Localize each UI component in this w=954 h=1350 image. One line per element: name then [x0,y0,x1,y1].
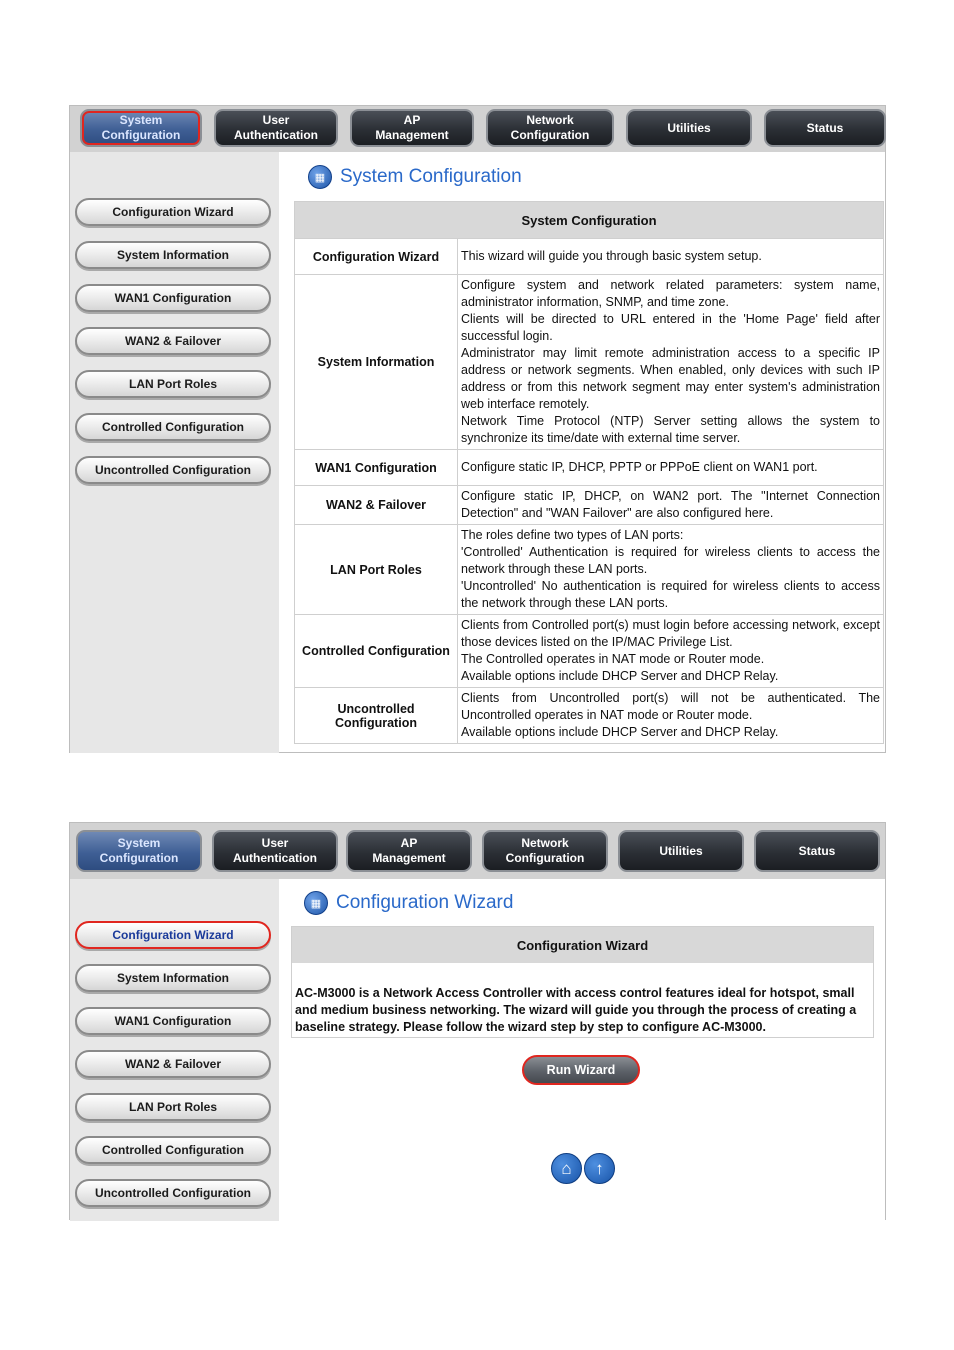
table-row [295,688,884,744]
row-key[interactable]: WAN1 Configuration [295,450,458,486]
table-row [295,525,884,615]
sidebar-item-configuration-wizard[interactable]: Configuration Wizard [75,198,271,226]
table-row [295,275,884,450]
system-configuration-table [294,201,884,744]
tab-label: Utilities [667,120,711,135]
row-description: The roles define two types of LAN ports: 'Controlled' Authentication is required for wireless clients to access the network through these LAN ports. 'Uncontrolled' No authentication is required for wireless clients to access the network through these LAN ports. [458,525,884,615]
tab-ap-management[interactable] [350,109,474,147]
tab-network-configuration[interactable] [486,109,614,147]
tab-label-line1: AP [403,113,421,127]
tab-label-line2: Configuration [505,851,585,865]
sidebar-item-lan-port-roles[interactable]: LAN Port Roles [75,370,271,398]
row-key[interactable]: WAN2 & Failover [295,486,458,525]
table-row [295,615,884,688]
row-key[interactable]: Uncontrolled Configuration [295,688,458,744]
row-key[interactable]: System Information [295,275,458,450]
row-description: This wizard will guide you through basic system setup. [458,239,884,275]
tab-user-authentication[interactable] [212,830,338,872]
system-configuration-screen [69,105,886,753]
home-icon[interactable]: ⌂ [551,1153,582,1184]
tab-label-line2: Authentication [234,128,318,142]
sidebar [70,879,279,1221]
row-key[interactable]: Controlled Configuration [295,615,458,688]
tab-ap-management[interactable] [346,830,472,872]
tab-label-line1: Network [526,113,574,127]
row-description: Configure system and network related parameters: system name, administrator information, SNMP, and time zone. Clients will be directed to URL entered in the 'Home Page' field after successful login. Administrator may limit remote administration access to a specific IP address or network segments. When enabled, only devices with such IP address or from this network segment may enter system's administration web interface remotely. Network Time Protocol (NTP) Server setting allows the system to synchronize its time/date with external time server. [458,275,884,450]
tab-status[interactable] [764,109,886,147]
tab-status[interactable] [754,830,880,872]
tab-label: Status [806,120,844,135]
tab-user-authentication[interactable] [214,109,338,147]
tab-label-line1: Network [521,836,569,850]
wizard-description: AC-M3000 is a Network Access Controller with access control features ideal for hotspot, small and medium business networking. The wizard will guide you through the process of creating a baseline strategy. Please follow the wizard step by step to configure AC-M3000. [295,986,857,1034]
table-row [295,486,884,525]
sidebar-item-controlled-configuration[interactable]: Controlled Configuration [75,413,271,441]
row-description: Clients from Uncontrolled port(s) will not be authenticated. The Uncontrolled operates in NAT mode or Router mode. Available options include DHCP Server and DHCP Relay. [458,688,884,744]
top-nav-bar [70,106,885,152]
page-title-text: Configuration Wizard [336,892,514,913]
tab-label: Status [798,843,836,858]
top-nav-bar [70,823,885,879]
sidebar-item-wan1-configuration[interactable]: WAN1 Configuration [75,1007,271,1035]
table-row [295,239,884,275]
row-description: Clients from Controlled port(s) must login before accessing network, except those devices listed on the IP/MAC Privilege List. The Controlled operates in NAT mode or Router mode. Available options include DHCP Server and DHCP Relay. [458,615,884,688]
grid-icon: ▦ [304,891,328,915]
grid-icon: ▦ [308,165,332,189]
page-title [304,891,513,915]
sidebar-item-controlled-configuration[interactable]: Controlled Configuration [75,1136,271,1164]
sidebar-item-lan-port-roles[interactable]: LAN Port Roles [75,1093,271,1121]
configuration-wizard-screen [69,822,886,1220]
page-title [308,165,522,189]
wizard-info-box [291,926,874,1038]
tab-utilities[interactable] [618,830,744,872]
tab-label: Utilities [659,843,703,858]
sidebar-item-system-information[interactable]: System Information [75,241,271,269]
table-header: System Configuration [295,202,884,239]
sidebar-item-uncontrolled-configuration[interactable]: Uncontrolled Configuration [75,456,271,484]
sidebar-item-configuration-wizard[interactable]: Configuration Wizard [75,921,271,949]
tab-system-configuration[interactable] [80,109,202,147]
up-arrow-icon[interactable]: ↑ [584,1153,615,1184]
sidebar-item-system-information[interactable]: System Information [75,964,271,992]
sidebar [70,152,279,753]
tab-label-line2: Configuration [101,128,181,142]
row-key[interactable]: Configuration Wizard [295,239,458,275]
tab-system-configuration[interactable] [76,830,202,872]
tab-label-line2: Configuration [99,851,179,865]
sidebar-item-wan1-configuration[interactable]: WAN1 Configuration [75,284,271,312]
tab-label-line1: System [117,836,161,850]
tab-label-line2: Management [372,851,446,865]
table-row [295,450,884,486]
tab-label-line1: AP [400,836,418,850]
row-key[interactable]: LAN Port Roles [295,525,458,615]
sidebar-item-uncontrolled-configuration[interactable]: Uncontrolled Configuration [75,1179,271,1207]
tab-label-line2: Management [375,128,449,142]
tab-label-line1: User [261,836,289,850]
tab-label-line1: System [119,113,163,127]
tab-label-line1: User [262,113,290,127]
sidebar-item-wan2-failover[interactable]: WAN2 & Failover [75,1050,271,1078]
tab-utilities[interactable] [626,109,752,147]
run-wizard-button[interactable]: Run Wizard [522,1055,640,1085]
tab-label-line2: Configuration [510,128,590,142]
tab-network-configuration[interactable] [482,830,608,872]
sidebar-item-wan2-failover[interactable]: WAN2 & Failover [75,327,271,355]
page-title-text: System Configuration [340,166,522,187]
row-description: Configure static IP, DHCP, PPTP or PPPoE client on WAN1 port. [458,450,884,486]
row-description: Configure static IP, DHCP, on WAN2 port. The "Internet Connection Detection" and "WAN Failover" are also configured here. [458,486,884,525]
tab-label-line2: Authentication [233,851,317,865]
wizard-box-header: Configuration Wizard [292,927,873,963]
